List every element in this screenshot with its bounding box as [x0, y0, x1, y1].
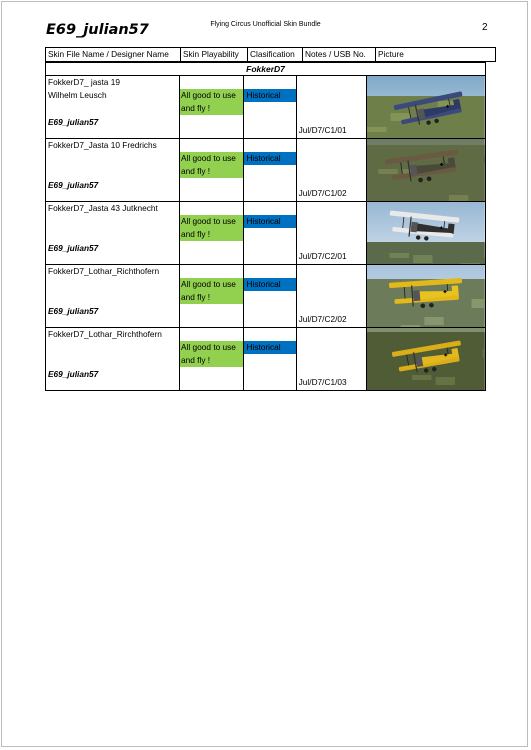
notes-cell: [296, 328, 367, 391]
skin-name-cell: [46, 202, 180, 265]
usb-number: Jul/D7/C1/01: [298, 125, 347, 135]
playability-cell: [180, 265, 244, 328]
playability-cell: [180, 328, 244, 391]
column-header-picture: Picture: [376, 48, 496, 62]
skin-author: E69_julian57: [48, 243, 99, 253]
column-header-row: [46, 48, 496, 62]
classification-cell: [244, 328, 296, 391]
table-row: [46, 139, 486, 202]
fokker-d7-jasta10-photo: [367, 139, 485, 201]
playability-cell: [180, 139, 244, 202]
notes-cell: [296, 76, 367, 139]
document-author: E69_julian57: [46, 22, 149, 38]
classification-badge: Historical: [244, 278, 296, 291]
column-header-skin-file: Skin File Name / Designer Name: [46, 48, 181, 62]
notes-cell: [296, 139, 367, 202]
column-header-playability: Skin Playability: [181, 48, 248, 62]
skin-name-cell: [46, 328, 180, 391]
playability-badge: All good to use and fly !: [180, 89, 244, 115]
column-header-classification: Clasification: [248, 48, 303, 62]
playability-cell: [180, 76, 244, 139]
column-header-notes: Notes / USB No.: [303, 48, 376, 62]
picture-cell: [367, 139, 486, 202]
notes-cell: [296, 202, 367, 265]
table-row: [46, 202, 486, 265]
skin-author: E69_julian57: [48, 117, 99, 127]
bundle-title: Flying Circus Unofficial Skin Bundle: [210, 21, 321, 28]
table-row: [46, 265, 486, 328]
skin-file-name: FokkerD7_Jasta 43 Jutknecht: [48, 203, 158, 213]
fokker-d7-lothar-photo: [367, 265, 485, 327]
section-title: FokkerD7: [46, 63, 486, 77]
fokker-d7-jasta19-photo: [367, 76, 485, 138]
table-row: [46, 76, 486, 139]
skin-file-name: FokkerD7_ jasta 19: [48, 77, 120, 87]
skin-name-cell: [46, 76, 180, 139]
classification-badge: Historical: [244, 89, 296, 102]
classification-cell: [244, 202, 296, 265]
designer-name: Wilhelm Leusch: [48, 90, 107, 100]
page-number: 2: [482, 22, 488, 33]
classification-cell: [244, 76, 296, 139]
usb-number: Jul/D7/C1/03: [298, 377, 347, 387]
usb-number: Jul/D7/C1/02: [298, 188, 347, 198]
skin-file-name: FokkerD7_Jasta 10 Fredrichs: [48, 140, 157, 150]
table-row: [46, 328, 486, 391]
column-header-table: [45, 47, 496, 62]
playability-badge: All good to use and fly !: [180, 278, 244, 304]
picture-cell: [367, 328, 486, 391]
usb-number: Jul/D7/C2/01: [298, 251, 347, 261]
skin-file-name: FokkerD7_Lothar_Rirchthofern: [48, 329, 162, 339]
notes-cell: [296, 265, 367, 328]
fokker-d7-jasta43-photo: [367, 202, 485, 264]
skin-file-name: FokkerD7_Lothar_Richthofern: [48, 266, 160, 276]
skin-author: E69_julian57: [48, 180, 99, 190]
classification-cell: [244, 265, 296, 328]
playability-cell: [180, 202, 244, 265]
playability-badge: All good to use and fly !: [180, 341, 244, 367]
skin-author: E69_julian57: [48, 369, 99, 379]
playability-badge: All good to use and fly !: [180, 215, 244, 241]
classification-badge: Historical: [244, 152, 296, 165]
skin-author: E69_julian57: [48, 306, 99, 316]
playability-badge: All good to use and fly !: [180, 152, 244, 178]
usb-number: Jul/D7/C2/02: [298, 314, 347, 324]
picture-cell: [367, 202, 486, 265]
skin-name-cell: [46, 265, 180, 328]
classification-badge: Historical: [244, 215, 296, 228]
fokker-d7-lothar2-photo: [367, 328, 485, 390]
skin-name-cell: [46, 139, 180, 202]
skins-table: [45, 75, 486, 391]
picture-cell: [367, 265, 486, 328]
classification-cell: [244, 139, 296, 202]
picture-cell: [367, 76, 486, 139]
section-header-table: [45, 62, 486, 76]
classification-badge: Historical: [244, 341, 296, 354]
